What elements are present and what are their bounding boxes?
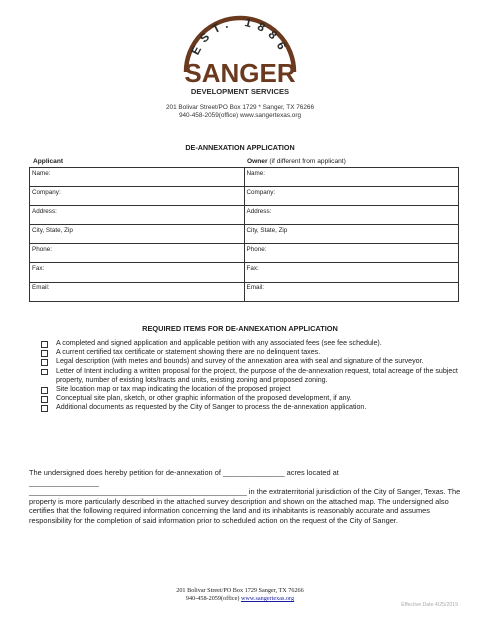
field-row bbox=[30, 187, 459, 206]
checkbox[interactable] bbox=[41, 369, 48, 376]
required-item-text: Additional documents as requested by the City of Sanger to process the de-annexation application. bbox=[56, 403, 367, 412]
field-label: Company: bbox=[32, 188, 61, 196]
statement-body: _____________________________________________________ in the extraterritorial jurisdiction of the City of Sanger, Texas. The property is more particularly described in the attached survey description and shown on the attached map. The undersigned also certifies that the following required information concerning the land and its inhabitants is reasonably accurate and assumes responsibility for the completion of said information prior to scheduled action on the request of the City of Sanger. bbox=[29, 487, 461, 525]
checkbox[interactable] bbox=[41, 387, 48, 394]
field-label: Name: bbox=[246, 169, 266, 177]
logo-est-text: EST. 1886 bbox=[188, 14, 292, 58]
required-item-text: A current certified tax certificate or statement showing there are no delinquent taxes. bbox=[56, 348, 321, 357]
application-table bbox=[29, 167, 459, 302]
required-item-text: A completed and signed application and applicable petition with any associated fees (see fee schedule). bbox=[56, 339, 382, 347]
owner-header: Owner (if different from applicant) bbox=[247, 158, 346, 165]
checkbox[interactable] bbox=[41, 359, 48, 366]
required-items-list bbox=[40, 339, 460, 413]
required-item bbox=[40, 339, 460, 348]
field-label: City, State, Zip bbox=[32, 226, 73, 234]
owner-field-2[interactable] bbox=[244, 206, 459, 225]
required-items-title: REQUIRED ITEMS FOR DE-ANNEXATION APPLICATION bbox=[142, 324, 338, 333]
owner-field-5[interactable] bbox=[244, 263, 459, 282]
required-item bbox=[40, 357, 460, 366]
page-title: DE-ANNEXATION APPLICATION bbox=[185, 143, 295, 152]
field-label: Phone: bbox=[32, 245, 52, 253]
applicant-header: Applicant bbox=[33, 158, 64, 165]
effective-date: Effective Date 4/25/2019 bbox=[401, 602, 458, 608]
required-item bbox=[40, 394, 460, 403]
field-label: Phone: bbox=[246, 245, 267, 253]
logo-name: SANGER bbox=[184, 58, 296, 88]
required-item bbox=[40, 367, 460, 385]
applicant-field-3[interactable] bbox=[30, 225, 245, 244]
field-label: Fax: bbox=[246, 264, 259, 272]
field-label: City, State, Zip bbox=[246, 226, 288, 234]
field-label: Fax: bbox=[32, 264, 45, 272]
required-item-text: Legal description (with metes and bounds) and survey of the annexation area with seal and signature of the surveyor. bbox=[56, 357, 424, 366]
required-item bbox=[40, 348, 460, 357]
field-label: Email: bbox=[32, 284, 50, 292]
applicant-field-4[interactable] bbox=[30, 244, 245, 263]
field-label: Company: bbox=[246, 188, 276, 196]
required-item bbox=[40, 403, 460, 412]
applicant-field-6[interactable] bbox=[30, 282, 245, 301]
applicant-field-5[interactable] bbox=[30, 263, 245, 282]
checkbox[interactable] bbox=[41, 405, 48, 412]
sanger-logo bbox=[0, 0, 480, 100]
header-address-line1: 201 Bolivar Street/PO Box 1729 * Sanger, TX 76266 bbox=[165, 104, 315, 111]
field-row bbox=[30, 225, 459, 244]
website-link[interactable]: www.sangertexas.org bbox=[240, 595, 295, 602]
field-label: Name: bbox=[32, 169, 51, 177]
footer-address: 201 Bolivar Street/PO Box 1729 Sanger, TX 76266 bbox=[176, 587, 304, 594]
field-row bbox=[30, 168, 459, 187]
field-label: Email: bbox=[246, 284, 264, 292]
field-row bbox=[30, 263, 459, 282]
checkbox[interactable] bbox=[41, 350, 48, 357]
checkbox[interactable] bbox=[41, 341, 48, 348]
field-row bbox=[30, 244, 459, 263]
statement-line1: The undersigned does hereby petition for de-annexation of _______________ acres located at bbox=[29, 468, 339, 477]
field-label: Address: bbox=[246, 207, 272, 215]
required-item bbox=[40, 385, 460, 394]
footer-contact: 940-458-2059(office) www.sangertexas.org bbox=[185, 595, 295, 602]
field-row bbox=[30, 282, 459, 301]
applicant-field-2[interactable] bbox=[30, 206, 245, 225]
logo-subtitle: DEVELOPMENT SERVICES bbox=[190, 87, 290, 96]
field-row bbox=[30, 206, 459, 225]
owner-field-1[interactable] bbox=[244, 187, 459, 206]
owner-field-3[interactable] bbox=[244, 225, 459, 244]
field-label: Address: bbox=[32, 207, 57, 215]
statement-line2: _________________ bbox=[29, 478, 99, 487]
owner-field-4[interactable] bbox=[244, 244, 459, 263]
required-item-text: Letter of Intent including a written proposal for the project, the purpose of the de-annexation request, total acreage of the subject property, number of existing lots/tracts and units, existing zoning and proposed zoning. bbox=[56, 366, 458, 384]
checkbox[interactable] bbox=[41, 396, 48, 403]
required-item-text: Site location map or tax map indicating the location of the proposed project bbox=[56, 385, 291, 394]
applicant-field-1[interactable] bbox=[30, 187, 245, 206]
required-item-text: Conceptual site plan, sketch, or other graphic information of the proposed development, if any. bbox=[56, 394, 352, 403]
header-address-line2: 940-458-2059(office) www.sangertexas.org bbox=[178, 112, 302, 119]
applicant-field-0[interactable] bbox=[30, 168, 245, 187]
owner-field-6[interactable] bbox=[244, 282, 459, 301]
owner-field-0[interactable] bbox=[244, 168, 459, 187]
